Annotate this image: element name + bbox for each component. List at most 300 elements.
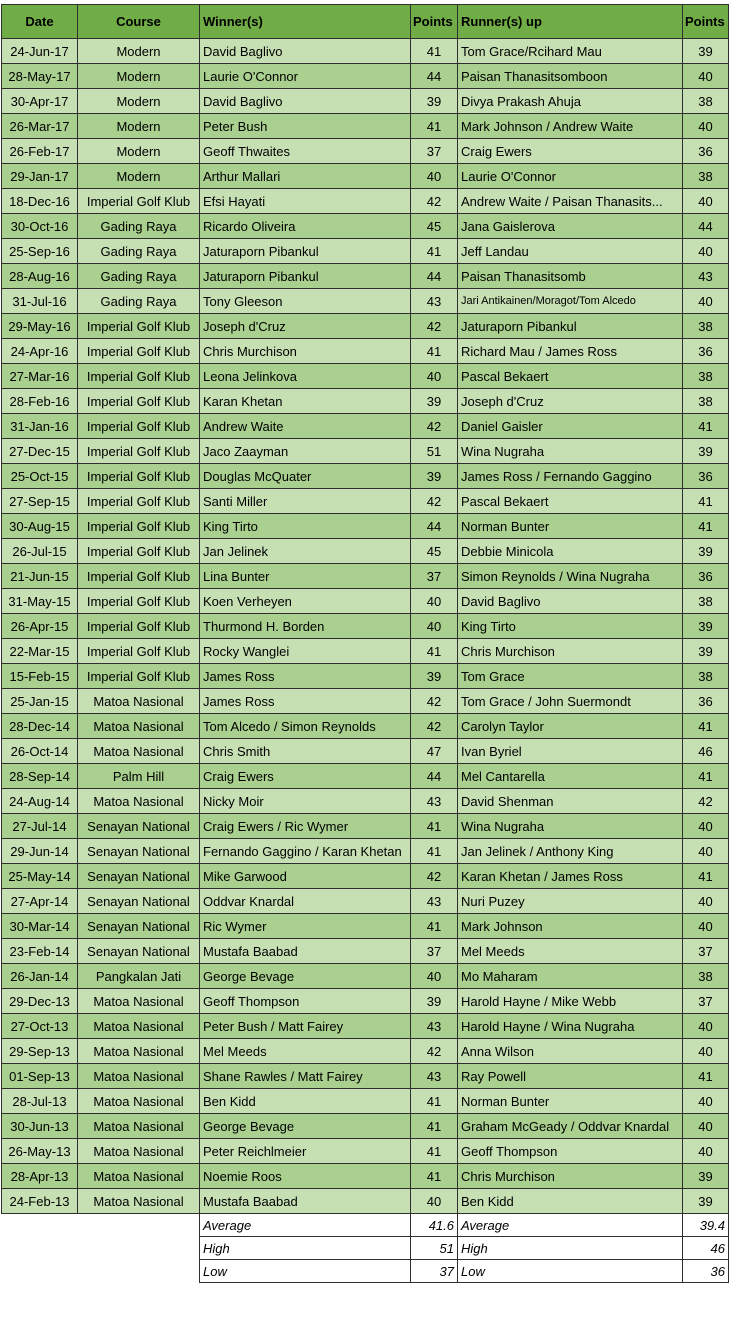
cell-date: 30-Jun-13 — [2, 1114, 78, 1139]
cell-runner-up: Norman Bunter — [458, 1089, 683, 1114]
cell-course: Matoa Nasional — [78, 1014, 200, 1039]
cell-runner-up: Jan Jelinek / Anthony King — [458, 839, 683, 864]
cell-course: Modern — [78, 164, 200, 189]
table-row — [2, 814, 729, 839]
cell-course: Gading Raya — [78, 214, 200, 239]
cell-winner: Jaturaporn Pibankul — [200, 264, 411, 289]
cell-winner-points: 40 — [411, 614, 458, 639]
summary-label: Low — [200, 1260, 411, 1283]
cell-winner: Jaturaporn Pibankul — [200, 239, 411, 264]
table-row — [2, 1164, 729, 1189]
cell-course: Modern — [78, 139, 200, 164]
cell-runner-up: James Ross / Fernando Gaggino — [458, 464, 683, 489]
table-row — [2, 489, 729, 514]
cell-date: 28-Feb-16 — [2, 389, 78, 414]
cell-course: Modern — [78, 89, 200, 114]
header-row — [2, 5, 729, 39]
table-row — [2, 589, 729, 614]
summary-runner-value: 39.4 — [683, 1214, 729, 1237]
table-row — [2, 39, 729, 64]
cell-runner-points: 36 — [683, 564, 729, 589]
cell-winner-points: 44 — [411, 64, 458, 89]
table-row — [2, 189, 729, 214]
table-row — [2, 339, 729, 364]
cell-winner: Koen Verheyen — [200, 589, 411, 614]
cell-course: Senayan National — [78, 814, 200, 839]
cell-course: Imperial Golf Klub — [78, 564, 200, 589]
cell-course: Imperial Golf Klub — [78, 339, 200, 364]
cell-date: 26-Oct-14 — [2, 739, 78, 764]
table-row — [2, 789, 729, 814]
cell-date: 28-Aug-16 — [2, 264, 78, 289]
summary-winner-value: 37 — [411, 1260, 458, 1283]
cell-runner-points: 38 — [683, 589, 729, 614]
cell-runner-points: 40 — [683, 239, 729, 264]
summary-spacer — [78, 1237, 200, 1260]
cell-winner-points: 39 — [411, 664, 458, 689]
cell-runner-points: 40 — [683, 839, 729, 864]
cell-winner-points: 43 — [411, 1014, 458, 1039]
cell-runner-up: David Shenman — [458, 789, 683, 814]
cell-winner-points: 51 — [411, 439, 458, 464]
cell-date: 28-Jul-13 — [2, 1089, 78, 1114]
cell-date: 31-May-15 — [2, 589, 78, 614]
cell-runner-points: 39 — [683, 1164, 729, 1189]
cell-winner: Jaco Zaayman — [200, 439, 411, 464]
cell-course: Senayan National — [78, 864, 200, 889]
cell-runner-up: Geoff Thompson — [458, 1139, 683, 1164]
cell-runner-up: Jeff Landau — [458, 239, 683, 264]
cell-course: Imperial Golf Klub — [78, 614, 200, 639]
cell-winner-points: 41 — [411, 1089, 458, 1114]
cell-winner-points: 40 — [411, 964, 458, 989]
cell-runner-points: 41 — [683, 1064, 729, 1089]
cell-runner-up: Tom Grace — [458, 664, 683, 689]
cell-runner-up: Norman Bunter — [458, 514, 683, 539]
cell-date: 29-Dec-13 — [2, 989, 78, 1014]
cell-winner: Craig Ewers / Ric Wymer — [200, 814, 411, 839]
cell-runner-points: 40 — [683, 64, 729, 89]
cell-winner: Laurie O'Connor — [200, 64, 411, 89]
cell-winner: David Baglivo — [200, 39, 411, 64]
cell-winner-points: 37 — [411, 939, 458, 964]
cell-date: 29-Jan-17 — [2, 164, 78, 189]
cell-winner-points: 41 — [411, 1139, 458, 1164]
cell-runner-points: 38 — [683, 664, 729, 689]
cell-winner-points: 41 — [411, 839, 458, 864]
cell-runner-up: Chris Murchison — [458, 1164, 683, 1189]
cell-course: Matoa Nasional — [78, 1064, 200, 1089]
cell-winner: Andrew Waite — [200, 414, 411, 439]
cell-date: 27-Dec-15 — [2, 439, 78, 464]
table-row — [2, 639, 729, 664]
table-row — [2, 89, 729, 114]
cell-runner-points: 36 — [683, 139, 729, 164]
cell-runner-points: 39 — [683, 539, 729, 564]
cell-course: Imperial Golf Klub — [78, 514, 200, 539]
cell-runner-points: 40 — [683, 1089, 729, 1114]
cell-winner-points: 41 — [411, 914, 458, 939]
cell-winner: Nicky Moir — [200, 789, 411, 814]
summary-spacer — [78, 1214, 200, 1237]
cell-winner: Ric Wymer — [200, 914, 411, 939]
cell-date: 26-Feb-17 — [2, 139, 78, 164]
cell-runner-up: Paisan Thanasitsomboon — [458, 64, 683, 89]
cell-winner-points: 42 — [411, 689, 458, 714]
cell-runner-up: Harold Hayne / Wina Nugraha — [458, 1014, 683, 1039]
cell-date: 18-Dec-16 — [2, 189, 78, 214]
cell-course: Matoa Nasional — [78, 689, 200, 714]
cell-winner-points: 40 — [411, 164, 458, 189]
cell-runner-points: 41 — [683, 489, 729, 514]
cell-winner-points: 45 — [411, 214, 458, 239]
header-course: Course — [78, 5, 200, 39]
cell-winner-points: 41 — [411, 114, 458, 139]
cell-winner-points: 42 — [411, 314, 458, 339]
cell-date: 27-Sep-15 — [2, 489, 78, 514]
summary-runner-value: 46 — [683, 1237, 729, 1260]
cell-winner: Fernando Gaggino / Karan Khetan — [200, 839, 411, 864]
cell-runner-up: Anna Wilson — [458, 1039, 683, 1064]
cell-winner: Thurmond H. Borden — [200, 614, 411, 639]
summary-label: High — [200, 1237, 411, 1260]
cell-winner-points: 43 — [411, 889, 458, 914]
table-row — [2, 1114, 729, 1139]
cell-course: Imperial Golf Klub — [78, 589, 200, 614]
summary-row — [2, 1260, 729, 1283]
cell-runner-points: 36 — [683, 689, 729, 714]
cell-winner-points: 42 — [411, 189, 458, 214]
cell-date: 28-Sep-14 — [2, 764, 78, 789]
cell-course: Matoa Nasional — [78, 1189, 200, 1214]
cell-runner-up: David Baglivo — [458, 589, 683, 614]
header-date: Date — [2, 5, 78, 39]
table-row — [2, 914, 729, 939]
cell-course: Senayan National — [78, 839, 200, 864]
cell-winner: David Baglivo — [200, 89, 411, 114]
table-row — [2, 839, 729, 864]
cell-winner-points: 40 — [411, 364, 458, 389]
cell-runner-up: Wina Nugraha — [458, 814, 683, 839]
cell-runner-points: 38 — [683, 89, 729, 114]
cell-date: 29-Sep-13 — [2, 1039, 78, 1064]
table-row — [2, 739, 729, 764]
cell-winner-points: 42 — [411, 1039, 458, 1064]
cell-runner-up: Graham McGeady / Oddvar Knardal — [458, 1114, 683, 1139]
table-row — [2, 939, 729, 964]
cell-winner-points: 41 — [411, 39, 458, 64]
table-row — [2, 764, 729, 789]
cell-date: 26-May-13 — [2, 1139, 78, 1164]
cell-runner-up: Laurie O'Connor — [458, 164, 683, 189]
cell-winner-points: 41 — [411, 339, 458, 364]
summary-row — [2, 1214, 729, 1237]
cell-runner-points: 40 — [683, 1039, 729, 1064]
table-row — [2, 964, 729, 989]
cell-winner: Mustafa Baabad — [200, 1189, 411, 1214]
cell-date: 26-Apr-15 — [2, 614, 78, 639]
cell-winner: James Ross — [200, 664, 411, 689]
cell-runner-up: Mark Johnson / Andrew Waite — [458, 114, 683, 139]
cell-date: 29-May-16 — [2, 314, 78, 339]
table-row — [2, 239, 729, 264]
cell-winner-points: 37 — [411, 139, 458, 164]
cell-runner-points: 40 — [683, 189, 729, 214]
cell-course: Matoa Nasional — [78, 1089, 200, 1114]
cell-runner-points: 38 — [683, 314, 729, 339]
cell-runner-up: Divya Prakash Ahuja — [458, 89, 683, 114]
summary-row — [2, 1237, 729, 1260]
cell-date: 24-Apr-16 — [2, 339, 78, 364]
cell-winner-points: 41 — [411, 239, 458, 264]
cell-course: Matoa Nasional — [78, 989, 200, 1014]
table-row — [2, 1139, 729, 1164]
cell-date: 27-Apr-14 — [2, 889, 78, 914]
cell-runner-up: Nuri Puzey — [458, 889, 683, 914]
cell-date: 24-Feb-13 — [2, 1189, 78, 1214]
cell-date: 15-Feb-15 — [2, 664, 78, 689]
cell-winner: Mel Meeds — [200, 1039, 411, 1064]
cell-date: 25-Sep-16 — [2, 239, 78, 264]
cell-winner: Mustafa Baabad — [200, 939, 411, 964]
cell-winner: Jan Jelinek — [200, 539, 411, 564]
cell-runner-points: 42 — [683, 789, 729, 814]
cell-winner: George Bevage — [200, 1114, 411, 1139]
summary-winner-value: 51 — [411, 1237, 458, 1260]
cell-runner-points: 40 — [683, 289, 729, 314]
cell-runner-points: 41 — [683, 864, 729, 889]
table-row — [2, 1014, 729, 1039]
cell-runner-up: Pascal Bekaert — [458, 364, 683, 389]
cell-runner-up: Tom Grace/Rcihard Mau — [458, 39, 683, 64]
cell-runner-up: Jaturaporn Pibankul — [458, 314, 683, 339]
cell-course: Palm Hill — [78, 764, 200, 789]
cell-winner: Peter Bush / Matt Fairey — [200, 1014, 411, 1039]
cell-date: 21-Jun-15 — [2, 564, 78, 589]
cell-winner-points: 39 — [411, 389, 458, 414]
cell-course: Imperial Golf Klub — [78, 414, 200, 439]
table-row — [2, 414, 729, 439]
cell-runner-points: 46 — [683, 739, 729, 764]
cell-date: 30-Aug-15 — [2, 514, 78, 539]
cell-date: 31-Jan-16 — [2, 414, 78, 439]
summary-spacer — [2, 1214, 78, 1237]
cell-date: 25-Jan-15 — [2, 689, 78, 714]
cell-course: Matoa Nasional — [78, 739, 200, 764]
cell-runner-up: Ivan Byriel — [458, 739, 683, 764]
cell-runner-up: Tom Grace / John Suermondt — [458, 689, 683, 714]
cell-runner-points: 38 — [683, 164, 729, 189]
results-table — [1, 4, 729, 1283]
summary-spacer — [2, 1260, 78, 1283]
table-row — [2, 689, 729, 714]
cell-runner-points: 39 — [683, 614, 729, 639]
summary-spacer — [78, 1260, 200, 1283]
table-row — [2, 1039, 729, 1064]
cell-runner-points: 41 — [683, 414, 729, 439]
cell-date: 24-Jun-17 — [2, 39, 78, 64]
table-row — [2, 1089, 729, 1114]
cell-runner-up: Debbie Minicola — [458, 539, 683, 564]
cell-runner-up: Mel Meeds — [458, 939, 683, 964]
header-winner: Winner(s) — [200, 5, 411, 39]
cell-course: Senayan National — [78, 889, 200, 914]
cell-course: Matoa Nasional — [78, 1114, 200, 1139]
cell-course: Imperial Golf Klub — [78, 314, 200, 339]
cell-winner: Craig Ewers — [200, 764, 411, 789]
cell-winner-points: 44 — [411, 764, 458, 789]
cell-winner: Tom Alcedo / Simon Reynolds — [200, 714, 411, 739]
cell-course: Pangkalan Jati — [78, 964, 200, 989]
summary-runner-value: 36 — [683, 1260, 729, 1283]
table-row — [2, 514, 729, 539]
cell-course: Imperial Golf Klub — [78, 489, 200, 514]
table-row — [2, 989, 729, 1014]
cell-runner-points: 37 — [683, 989, 729, 1014]
cell-runner-points: 36 — [683, 339, 729, 364]
cell-course: Senayan National — [78, 914, 200, 939]
header-runner-points: Points — [683, 5, 729, 39]
cell-winner-points: 39 — [411, 989, 458, 1014]
table-row — [2, 264, 729, 289]
cell-winner: Chris Smith — [200, 739, 411, 764]
cell-runner-up: Jari Antikainen/Moragot/Tom Alcedo — [458, 289, 683, 314]
cell-date: 30-Mar-14 — [2, 914, 78, 939]
cell-course: Gading Raya — [78, 239, 200, 264]
table-row — [2, 139, 729, 164]
cell-course: Matoa Nasional — [78, 1039, 200, 1064]
cell-runner-up: Wina Nugraha — [458, 439, 683, 464]
cell-runner-points: 40 — [683, 1114, 729, 1139]
summary-winner-value: 41.6 — [411, 1214, 458, 1237]
cell-winner: Geoff Thompson — [200, 989, 411, 1014]
table-row — [2, 864, 729, 889]
cell-winner: Rocky Wanglei — [200, 639, 411, 664]
cell-runner-up: Karan Khetan / James Ross — [458, 864, 683, 889]
table-row — [2, 1064, 729, 1089]
cell-winner: Efsi Hayati — [200, 189, 411, 214]
cell-date: 28-May-17 — [2, 64, 78, 89]
cell-course: Imperial Golf Klub — [78, 364, 200, 389]
cell-winner: Tony Gleeson — [200, 289, 411, 314]
cell-course: Imperial Golf Klub — [78, 464, 200, 489]
cell-course: Imperial Golf Klub — [78, 189, 200, 214]
cell-runner-up: Carolyn Taylor — [458, 714, 683, 739]
cell-course: Imperial Golf Klub — [78, 389, 200, 414]
cell-winner-points: 39 — [411, 464, 458, 489]
cell-course: Senayan National — [78, 939, 200, 964]
cell-course: Matoa Nasional — [78, 789, 200, 814]
table-row — [2, 539, 729, 564]
cell-date: 28-Dec-14 — [2, 714, 78, 739]
cell-winner: Geoff Thwaites — [200, 139, 411, 164]
cell-date: 26-Jul-15 — [2, 539, 78, 564]
cell-runner-points: 36 — [683, 464, 729, 489]
cell-course: Matoa Nasional — [78, 714, 200, 739]
summary-label: Average — [200, 1214, 411, 1237]
cell-winner-points: 42 — [411, 714, 458, 739]
cell-winner-points: 45 — [411, 539, 458, 564]
cell-runner-up: Ray Powell — [458, 1064, 683, 1089]
cell-date: 26-Mar-17 — [2, 114, 78, 139]
table-row — [2, 714, 729, 739]
cell-runner-up: Simon Reynolds / Wina Nugraha — [458, 564, 683, 589]
cell-winner-points: 41 — [411, 1114, 458, 1139]
cell-runner-up: Joseph d'Cruz — [458, 389, 683, 414]
cell-winner-points: 39 — [411, 89, 458, 114]
cell-course: Imperial Golf Klub — [78, 539, 200, 564]
cell-winner: King Tirto — [200, 514, 411, 539]
header-runner-up: Runner(s) up — [458, 5, 683, 39]
table-row — [2, 64, 729, 89]
table-row — [2, 1189, 729, 1214]
cell-date: 23-Feb-14 — [2, 939, 78, 964]
cell-winner: Santi Miller — [200, 489, 411, 514]
cell-winner: Leona Jelinkova — [200, 364, 411, 389]
cell-winner-points: 43 — [411, 789, 458, 814]
cell-runner-points: 44 — [683, 214, 729, 239]
cell-winner-points: 47 — [411, 739, 458, 764]
cell-date: 27-Oct-13 — [2, 1014, 78, 1039]
cell-runner-points: 43 — [683, 264, 729, 289]
cell-winner-points: 40 — [411, 1189, 458, 1214]
cell-winner: Shane Rawles / Matt Fairey — [200, 1064, 411, 1089]
cell-winner: Karan Khetan — [200, 389, 411, 414]
cell-runner-up: Chris Murchison — [458, 639, 683, 664]
cell-winner: Douglas McQuater — [200, 464, 411, 489]
table-row — [2, 464, 729, 489]
cell-runner-up: Harold Hayne / Mike Webb — [458, 989, 683, 1014]
cell-runner-points: 40 — [683, 889, 729, 914]
summary-label: Average — [458, 1214, 683, 1237]
cell-runner-points: 38 — [683, 364, 729, 389]
summary-label: High — [458, 1237, 683, 1260]
cell-date: 30-Oct-16 — [2, 214, 78, 239]
cell-date: 24-Aug-14 — [2, 789, 78, 814]
cell-winner: James Ross — [200, 689, 411, 714]
cell-winner-points: 44 — [411, 264, 458, 289]
cell-winner-points: 41 — [411, 1164, 458, 1189]
cell-runner-up: Richard Mau / James Ross — [458, 339, 683, 364]
cell-date: 31-Jul-16 — [2, 289, 78, 314]
cell-winner-points: 42 — [411, 414, 458, 439]
cell-winner: Ricardo Oliveira — [200, 214, 411, 239]
table-row — [2, 364, 729, 389]
cell-runner-points: 40 — [683, 1014, 729, 1039]
cell-runner-up: King Tirto — [458, 614, 683, 639]
cell-runner-up: Mark Johnson — [458, 914, 683, 939]
cell-runner-points: 39 — [683, 39, 729, 64]
cell-winner-points: 41 — [411, 639, 458, 664]
table-row — [2, 614, 729, 639]
cell-winner-points: 43 — [411, 289, 458, 314]
summary-spacer — [2, 1237, 78, 1260]
cell-winner-points: 42 — [411, 489, 458, 514]
cell-runner-up: Jana Gaislerova — [458, 214, 683, 239]
cell-winner: George Bevage — [200, 964, 411, 989]
cell-date: 28-Apr-13 — [2, 1164, 78, 1189]
cell-winner: Peter Bush — [200, 114, 411, 139]
cell-course: Imperial Golf Klub — [78, 439, 200, 464]
cell-runner-up: Mo Maharam — [458, 964, 683, 989]
cell-runner-up: Mel Cantarella — [458, 764, 683, 789]
cell-date: 26-Jan-14 — [2, 964, 78, 989]
cell-course: Modern — [78, 39, 200, 64]
cell-date: 25-May-14 — [2, 864, 78, 889]
cell-runner-up: Andrew Waite / Paisan Thanasits... — [458, 189, 683, 214]
cell-winner-points: 44 — [411, 514, 458, 539]
cell-runner-up: Paisan Thanasitsomb — [458, 264, 683, 289]
